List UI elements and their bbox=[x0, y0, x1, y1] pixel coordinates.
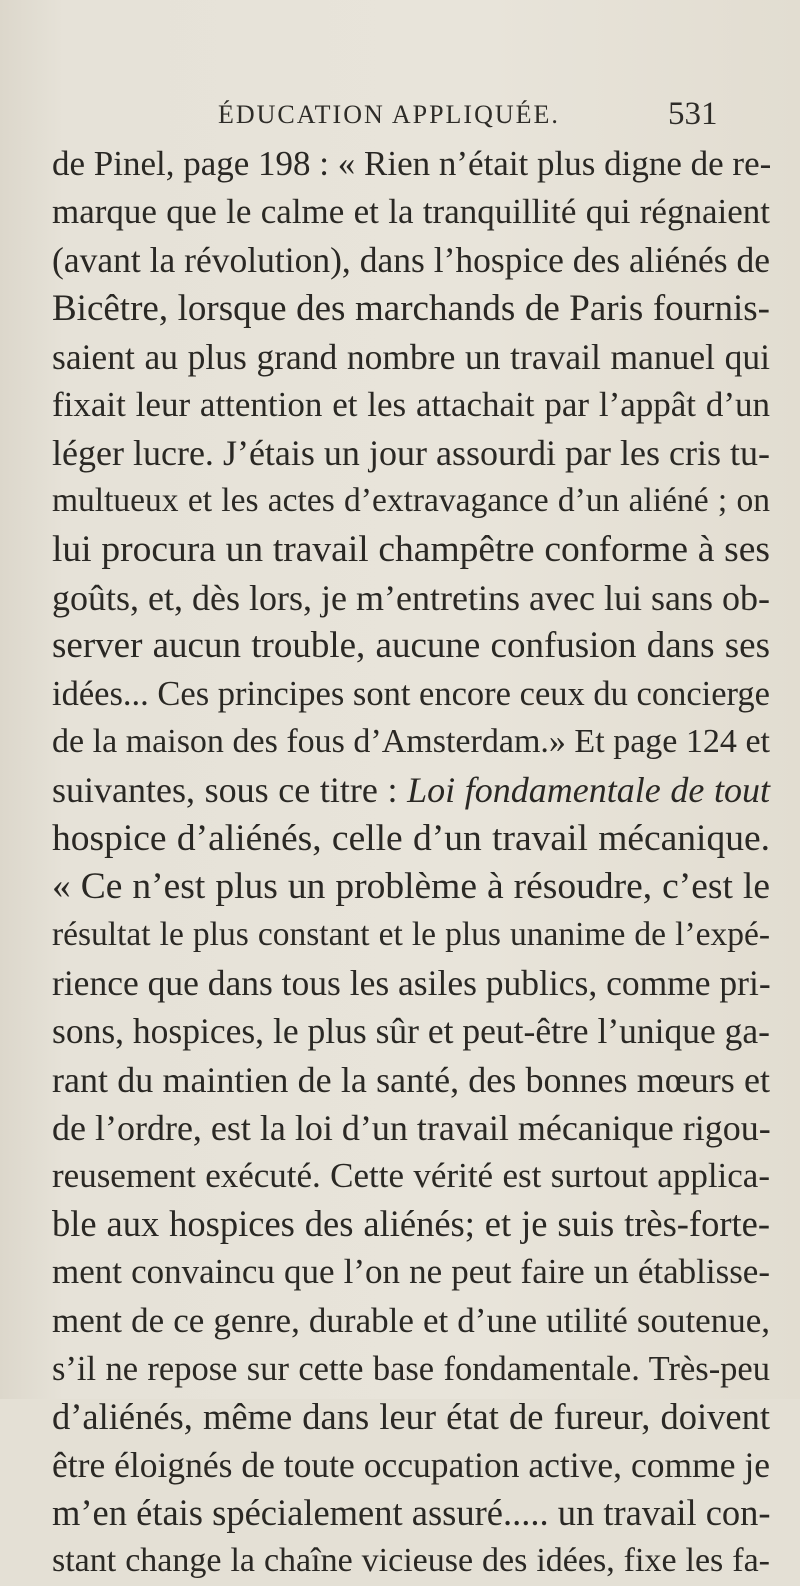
text-line: (avant la révolution), dans l’hospice des aliénés de bbox=[52, 240, 770, 281]
text-line: résultat le plus constant et le plus unanime de l’expé- bbox=[52, 916, 770, 953]
text-segment: suivantes, sous ce titre : bbox=[52, 770, 398, 811]
text-line: rant du maintien de la santé, des bonnes mœurs et bbox=[52, 1059, 770, 1100]
text-line: fixait leur attention et les attachait par l’appât d’un bbox=[52, 384, 770, 424]
text-line: ment convaincu que l’on ne peut faire un établisse- bbox=[52, 1252, 770, 1292]
text-line: saient au plus grand nombre un travail manuel qui bbox=[52, 336, 770, 377]
italic-title: Loi fondamentale de tout bbox=[407, 770, 771, 811]
body-text bbox=[52, 140, 792, 1586]
text-line-with-italic bbox=[52, 766, 770, 814]
text-line: être éloignés de toute occupation active, comme je bbox=[52, 1445, 770, 1486]
text-line: de Pinel, page 198 : « Rien n’était plus digne de re- bbox=[52, 144, 772, 183]
text-line: ble aux hospices des aliénés; et je suis très-forte- bbox=[52, 1203, 770, 1245]
text-line: léger lucre. J’étais un jour assourdi par les cris tu- bbox=[52, 433, 770, 474]
text-line: m’en étais spécialement assuré..... un travail con- bbox=[52, 1492, 771, 1534]
text-line: hospice d’aliénés, celle d’un travail mécanique. bbox=[52, 817, 770, 859]
text-line: lui procura un travail champêtre conforme à ses bbox=[52, 528, 770, 570]
text-line: server aucun trouble, aucune confusion dans ses bbox=[52, 624, 770, 666]
text-line: rience que dans tous les asiles publics, comme pri- bbox=[52, 963, 771, 1004]
text-line: Bicêtre, lorsque des marchands de Paris fournis- bbox=[52, 287, 770, 329]
page-header bbox=[0, 96, 800, 136]
text-line: s’il ne repose sur cette base fondamentale. Très-peu bbox=[52, 1349, 770, 1388]
text-line: idées... Ces principes sont encore ceux du concierge bbox=[52, 675, 770, 714]
text-line: goûts, et, dès lors, je m’entretins avec lui sans ob- bbox=[52, 577, 770, 618]
text-line: ment de ce genre, durable et d’une utilité soutenue, bbox=[52, 1300, 770, 1340]
text-line: « Ce n’est plus un problème à résoudre, c’est le bbox=[52, 865, 770, 907]
text-line: stant change la chaîne vicieuse des idées, fixe les fa- bbox=[52, 1542, 770, 1580]
text-line: de la maison des fous d’Amsterdam.» Et page 124 et bbox=[52, 723, 770, 761]
text-line: marque que le calme et la tranquillité qui régnaient bbox=[52, 192, 770, 232]
text-line: reusement exécuté. Cette vérité est surtout applica- bbox=[52, 1155, 770, 1195]
page-number: 531 bbox=[668, 96, 718, 132]
text-line: d’aliénés, même dans leur état de fureur, doivent bbox=[52, 1395, 770, 1437]
running-head: ÉDUCATION APPLIQUÉE. bbox=[218, 100, 560, 129]
text-line: sons, hospices, le plus sûr et peut-être l’unique ga- bbox=[52, 1011, 770, 1052]
text-line: de l’ordre, est la loi d’un travail mécanique rigou- bbox=[52, 1107, 771, 1148]
text-line: multueux et les actes d’extravagance d’un aliéné ; on bbox=[52, 482, 770, 520]
